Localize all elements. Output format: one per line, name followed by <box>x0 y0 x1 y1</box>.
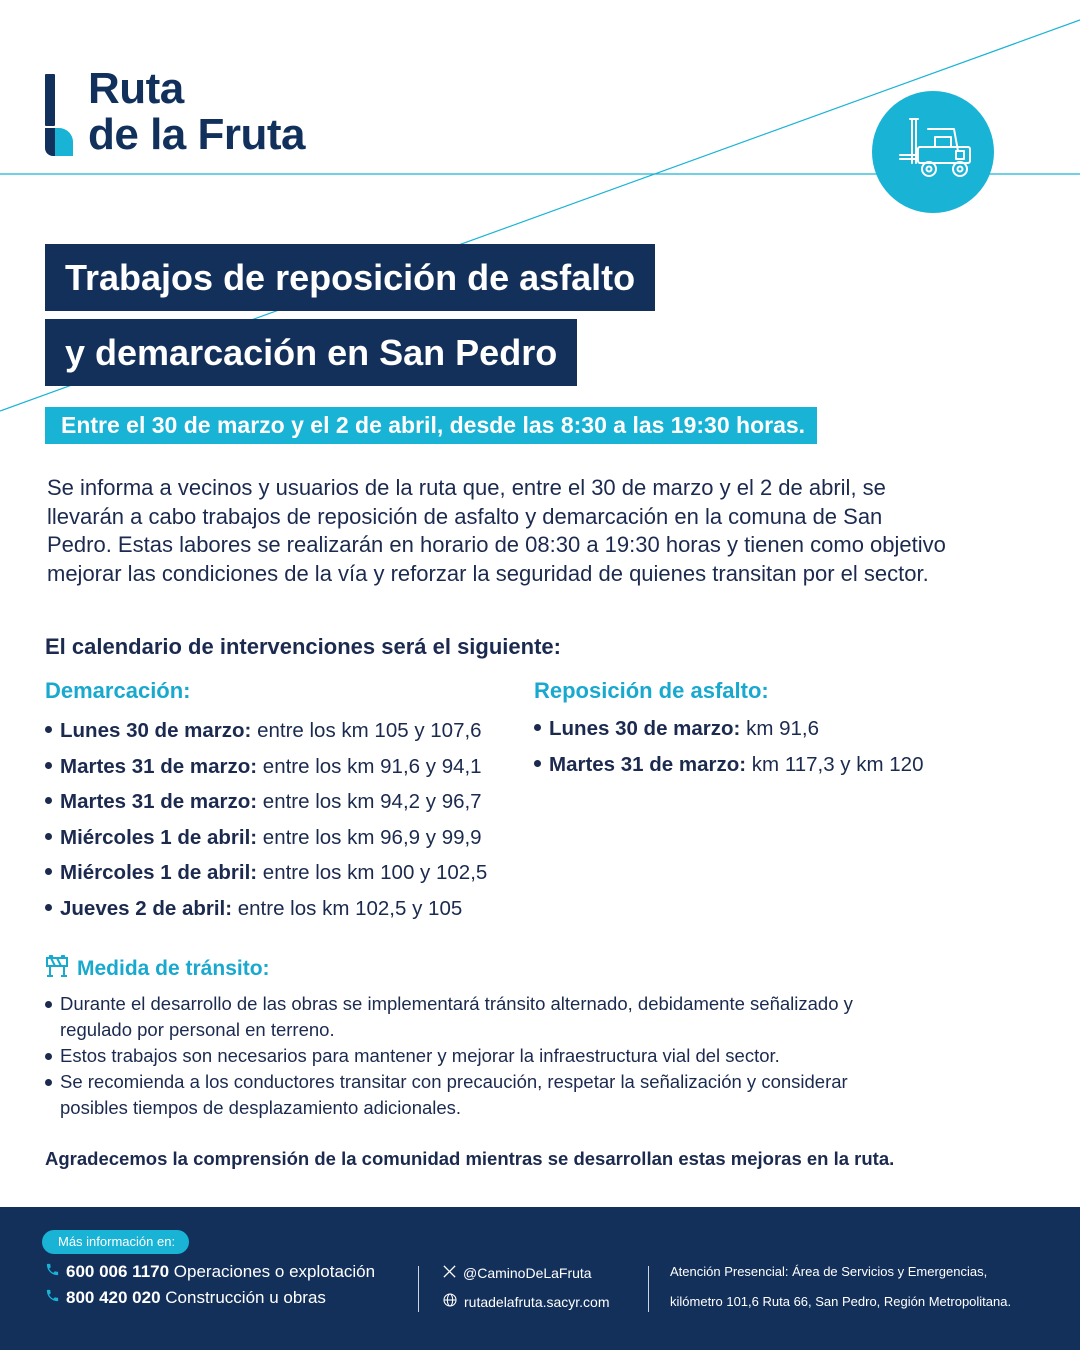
schedule-detail: km 91,6 <box>740 717 820 740</box>
phone-label: Construcción u obras <box>160 1288 326 1307</box>
twitter-link[interactable] <box>442 1264 592 1282</box>
schedule-day: Martes 31 de marzo: <box>549 752 747 776</box>
schedule-detail: entre los km 96,9 y 99,9 <box>257 825 482 849</box>
bullet <box>45 904 52 911</box>
bullet <box>534 724 541 731</box>
demarcacion-item <box>45 820 487 856</box>
demarcacion-heading: Demarcación: <box>45 678 191 703</box>
medida-heading-row <box>45 955 270 983</box>
footer-divider <box>418 1266 419 1312</box>
address <box>670 1257 1011 1317</box>
schedule-day: Miércoles 1 de abril: <box>60 861 258 884</box>
date-band: Entre el 30 de marzo y el 2 de abril, desde las 8:30 a las 19:30 horas. <box>45 407 817 444</box>
bullet <box>45 1001 52 1008</box>
medida-item-text: Durante el desarrollo de las obras se implementará tránsito alternado, debidamente señalizado y regulado por personal en terreno. <box>60 993 853 1040</box>
globe-icon <box>442 1292 458 1311</box>
demarcacion-item <box>45 713 487 749</box>
bullet <box>45 868 52 875</box>
bullet <box>45 726 52 733</box>
medida-item <box>45 991 905 1043</box>
phone-construccion[interactable] <box>45 1288 326 1308</box>
address-line1: Atención Presencial: Área de Servicios y Emergencias, <box>670 1264 988 1279</box>
demarcacion-item <box>45 784 487 820</box>
bullet <box>45 1053 52 1060</box>
intro-paragraph: Se informa a vecinos y usuarios de la ruta que, entre el 30 de marzo y el 2 de abril, se llevarán a cabo trabajos de reposición de asfalto y demarcación en la comuna de San Pedro. Estas labores se realizarán en horario de 08:30 a 19:30 horas y tienen como objetivo mejorar las condiciones de la vía y reforzar la seguridad de quienes transitan por el sector. <box>47 475 946 586</box>
schedule-detail: entre los km 105 y 107,6 <box>251 719 482 742</box>
x-logo-icon <box>442 1264 457 1282</box>
medida-item <box>45 1069 905 1121</box>
bullet <box>534 760 541 767</box>
demarcacion-item <box>45 891 487 927</box>
footer-divider <box>648 1266 649 1312</box>
logo-mark <box>45 74 55 126</box>
asfalto-heading: Reposición de asfalto: <box>534 678 769 703</box>
schedule-day: Lunes 30 de marzo: <box>549 717 741 740</box>
website-url: rutadelafruta.sacyr.com <box>464 1293 610 1310</box>
phone-number: 800 420 020 <box>66 1288 161 1307</box>
medida-item-text: Estos trabajos son necesarios para mantener y mejorar la infraestructura vial del sector. <box>60 1045 780 1066</box>
schedule-day: Miércoles 1 de abril: <box>60 825 258 849</box>
demarcacion-list <box>45 713 487 926</box>
logo-line1: Ruta <box>88 64 184 113</box>
schedule-day: Martes 31 de marzo: <box>60 790 258 813</box>
schedule-detail: entre los km 100 y 102,5 <box>257 861 488 884</box>
schedule-day: Martes 31 de marzo: <box>60 754 258 778</box>
medida-list <box>45 991 905 1121</box>
phone-icon <box>45 1288 60 1308</box>
asfalto-list <box>534 711 923 782</box>
address-line2: kilómetro 101,6 Ruta 66, San Pedro, Región Metropolitana. <box>670 1294 1012 1309</box>
logo-wordmark <box>88 66 305 158</box>
schedule-detail: entre los km 91,6 y 94,1 <box>257 754 482 778</box>
medida-heading: Medida de tránsito: <box>77 957 270 980</box>
asfalto-item <box>534 747 923 783</box>
thanks-message: Agradecemos la comprensión de la comunidad mientras se desarrollan estas mejoras en la ruta. <box>45 1148 895 1169</box>
schedule-detail: km 117,3 y km 120 <box>746 752 924 776</box>
bullet <box>45 833 52 840</box>
schedule-day: Lunes 30 de marzo: <box>60 719 252 742</box>
demarcacion-item <box>45 855 487 891</box>
logo-mark-base <box>45 128 55 156</box>
bullet <box>45 762 52 769</box>
website-link[interactable] <box>442 1292 610 1311</box>
twitter-handle: @CaminoDeLaFruta <box>463 1265 592 1281</box>
bullet <box>45 797 52 804</box>
forklift-icon <box>872 91 994 213</box>
more-info-pill: Más información en: <box>42 1230 189 1254</box>
schedule-day: Jueves 2 de abril: <box>60 896 233 920</box>
asfalto-item <box>534 711 923 747</box>
title-line1: Trabajos de reposición de asfalto <box>45 244 655 311</box>
phone-number: 600 006 1170 <box>66 1262 170 1281</box>
phone-operaciones[interactable] <box>45 1262 375 1282</box>
phone-icon <box>45 1262 60 1282</box>
road-sign-icon <box>45 955 69 983</box>
medida-item <box>45 1043 905 1069</box>
logo-line2: de la Fruta <box>88 110 305 159</box>
medida-item-text: Se recomienda a los conductores transitar con precaución, respetar la señalización y considerar posibles tiempos de desplazamiento adicionales. <box>60 1071 848 1118</box>
bullet <box>45 1079 52 1086</box>
demarcacion-item <box>45 749 487 785</box>
schedule-detail: entre los km 94,2 y 96,7 <box>257 790 482 813</box>
phone-label: Operaciones o explotación <box>169 1262 376 1281</box>
calendar-heading: El calendario de intervenciones será el siguiente: <box>45 634 561 659</box>
title-line2: y demarcación en San Pedro <box>45 319 577 386</box>
schedule-detail: entre los km 102,5 y 105 <box>232 896 463 920</box>
